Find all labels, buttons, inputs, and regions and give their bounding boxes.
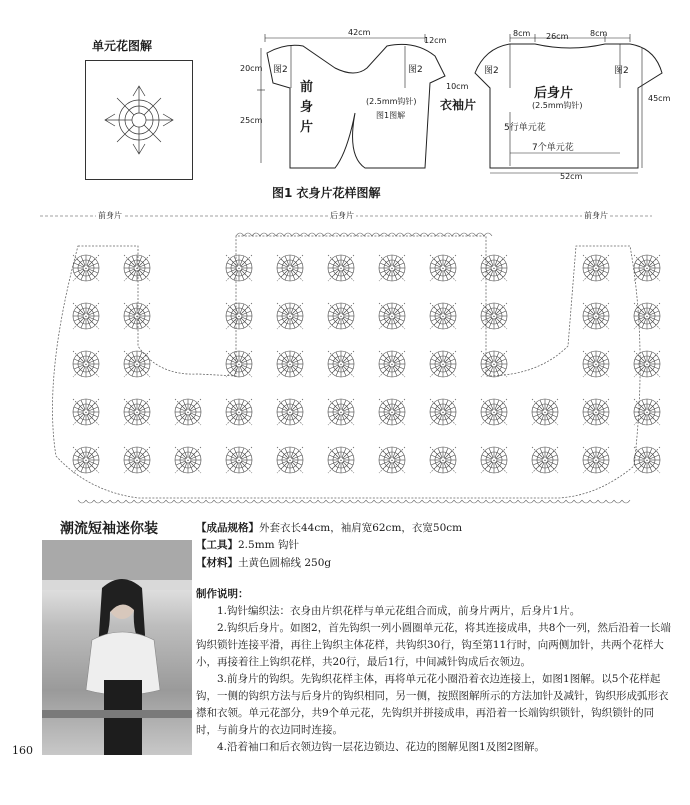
chart-scallop-edge xyxy=(428,233,436,236)
chart-flower-motif xyxy=(379,303,405,329)
chart-flower-motif xyxy=(583,255,609,281)
chart-scallop-edge xyxy=(260,233,268,236)
chart-scallop-edge xyxy=(262,500,270,503)
front-width-label: 42cm xyxy=(348,28,371,37)
chart-flower-motif xyxy=(430,303,456,329)
sleeve-piece-label: 衣袖片 xyxy=(440,98,477,112)
chart-flower-motif xyxy=(328,255,354,281)
chart-flower-motif xyxy=(226,399,252,425)
chart-scallop-edge xyxy=(414,500,422,503)
chart-scallop-edge xyxy=(388,233,396,236)
chart-scallop-edge xyxy=(222,500,230,503)
chart-flower-motif xyxy=(175,399,201,425)
chart-scallop-edge xyxy=(110,500,118,503)
front-cuff-label: 12cm xyxy=(424,36,447,45)
back-bottom-label: 52cm xyxy=(560,172,583,181)
chart-scallop-edge xyxy=(404,233,412,236)
chart-scallop-edge xyxy=(606,500,614,503)
sleeve-width-label: 10cm xyxy=(446,82,469,91)
chart-flower-motif xyxy=(175,447,201,473)
motif-title: 单元花图解 xyxy=(92,39,153,53)
chart-scallop-edge xyxy=(558,500,566,503)
chart-flower-motif xyxy=(124,399,150,425)
chart-scallop-edge xyxy=(166,500,174,503)
chart-scallop-edge xyxy=(412,233,420,236)
chart-scallop-edge xyxy=(300,233,308,236)
front-fig2b-label: 图2 xyxy=(408,65,423,75)
chart-scallop-edge xyxy=(502,500,510,503)
chart-scallop-edge xyxy=(94,500,102,503)
chart-flower-motif xyxy=(277,351,303,377)
chart-scallop-edge xyxy=(118,500,126,503)
chart-scallop-edge xyxy=(406,500,414,503)
chart-scallop-edge xyxy=(278,500,286,503)
front-h25-label: 25cm xyxy=(240,116,263,125)
chart-scallop-edge xyxy=(158,500,166,503)
front-fig1-label: 图1图解 xyxy=(376,111,406,120)
chart-scallop-edge xyxy=(230,500,238,503)
chart-scallop-edge xyxy=(190,500,198,503)
back-w8b-label: 8cm xyxy=(590,29,608,38)
chart-scallop-edge xyxy=(324,233,332,236)
instruction-paragraph-4: 4.沿着袖口和后衣领边钩一层花边锁边、花边的图解见图1及图2图解。 xyxy=(217,741,545,753)
page-number: 160 xyxy=(12,744,33,757)
chart-scallop-edge xyxy=(534,500,542,503)
chart-flower-motif xyxy=(328,399,354,425)
front-h20-label: 20cm xyxy=(240,64,263,73)
chart-scallop-edge xyxy=(542,500,550,503)
chart-scallop-edge xyxy=(268,233,276,236)
chart-scallop-edge xyxy=(310,500,318,503)
chart-flower-motif xyxy=(481,255,507,281)
chart-scallop-edge xyxy=(366,500,374,503)
chart-flower-motif xyxy=(481,399,507,425)
chart-scallop-edge xyxy=(238,500,246,503)
crochet-stitch-chart xyxy=(38,226,656,508)
chart-scallop-edge xyxy=(332,233,340,236)
chart-scallop-edge xyxy=(284,233,292,236)
chart-flower-motif xyxy=(73,351,99,377)
chart-left-label: 前身片 xyxy=(98,211,122,220)
chart-scallop-edge xyxy=(510,500,518,503)
instruction-paragraph-3: 3.前身片的钩织。先钩织花样主体，再将单元花小圈沿着衣边连接上，如图1图解。以5个花样起钩，一侧的钩织方法与后身片的钩织相同，另一侧，按照图解所示的方法加针及减针，钩织形成弧形衣襟和衣领。单元花部分，共9个单元花，先钩织并拼接成串，再沿着一长端钩织锁针，钩织锁针的同时，与前身片的衣边同时连接。 xyxy=(196,673,669,736)
chart-flower-motif xyxy=(634,303,660,329)
chart-scallop-edge xyxy=(78,500,86,503)
chart-scallop-edge xyxy=(380,233,388,236)
chart-flower-motif xyxy=(124,255,150,281)
spec-material-tag: 【材料】 xyxy=(196,557,238,569)
chart-flower-motif xyxy=(277,447,303,473)
chart-scallop-edge xyxy=(438,500,446,503)
chart-scallop-edge xyxy=(86,500,94,503)
chart-scallop-edge xyxy=(444,233,452,236)
chart-flower-motif xyxy=(379,399,405,425)
chart-scallop-edge xyxy=(550,500,558,503)
chart-flower-motif xyxy=(430,447,456,473)
chart-scallop-edge xyxy=(350,500,358,503)
chart-flower-motif xyxy=(277,303,303,329)
chart-flower-motif xyxy=(328,447,354,473)
back-fig2a-label: 图2 xyxy=(484,66,499,76)
chart-scallop-edge xyxy=(462,500,470,503)
front-piece-label: 前身片 xyxy=(300,80,314,135)
chart-scallop-edge xyxy=(326,500,334,503)
chart-scallop-edge xyxy=(252,233,260,236)
chart-flower-motif xyxy=(634,255,660,281)
chart-center-label: 后身片 xyxy=(330,211,354,220)
chart-flower-motif xyxy=(583,447,609,473)
chart-scallop-edge xyxy=(622,500,630,503)
chart-scallop-edge xyxy=(340,233,348,236)
front-fig2a-label: 图2 xyxy=(273,65,288,75)
chart-scallop-edge xyxy=(244,233,252,236)
chart-scallop-edge xyxy=(254,500,262,503)
chart-scallop-edge xyxy=(134,500,142,503)
spec-size-tag: 【成品规格】 xyxy=(196,522,259,534)
chart-scallop-edge xyxy=(574,500,582,503)
chart-flower-motif xyxy=(226,303,252,329)
chart-flower-motif xyxy=(73,447,99,473)
motif-diagram-box xyxy=(85,60,193,180)
chart-scallop-edge xyxy=(316,233,324,236)
spec-tool xyxy=(196,537,299,552)
chart-flower-motif xyxy=(73,255,99,281)
chart-scallop-edge xyxy=(286,500,294,503)
instructions-title: 制作说明： xyxy=(196,588,249,600)
chart-flower-motif xyxy=(328,351,354,377)
spec-material-text: 土黄色圆棉线 250g xyxy=(238,557,332,569)
chart-right-label: 前身片 xyxy=(584,211,608,220)
instruction-paragraph-2: 2.钩织后身片。如图2，首先钩织一列小圆圈单元花，将其连接成串，共8个一列，然后沿着一长端钩织锁针连接平滑，再往上钩织主体花样，共钩织30行，钩至第11行时，向两侧加针，共两个花样大小，再接着往上钩织花样，共20行，最后1行，中间减针钩成后衣领边。 xyxy=(196,622,671,668)
chart-flower-motif xyxy=(73,399,99,425)
chart-flower-motif xyxy=(379,351,405,377)
chart-scallop-edge xyxy=(308,233,316,236)
chart-scallop-edge xyxy=(390,500,398,503)
chart-flower-motif xyxy=(124,447,150,473)
chart-scallop-edge xyxy=(518,500,526,503)
chart-scallop-edge xyxy=(102,500,110,503)
chart-flower-motif xyxy=(124,303,150,329)
chart-scallop-edge xyxy=(614,500,622,503)
chart-flower-motif xyxy=(430,399,456,425)
front-hook-label: (2.5mm钩针) xyxy=(366,97,417,106)
chart-scallop-edge xyxy=(142,500,150,503)
chart-scallop-edge xyxy=(398,500,406,503)
chart-flower-motif xyxy=(328,303,354,329)
chart-scallop-edge xyxy=(430,500,438,503)
chart-scallop-edge xyxy=(422,500,430,503)
chart-scallop-edge xyxy=(276,233,284,236)
chart-scallop-edge xyxy=(270,500,278,503)
spec-material xyxy=(196,555,331,570)
chart-scallop-edge xyxy=(494,500,502,503)
spec-size-text: 外套衣长44cm，袖肩宽62cm，衣宽50cm xyxy=(259,522,463,534)
back-hook-label: (2.5mm钩针) xyxy=(532,101,583,110)
back-fig2b-label: 图2 xyxy=(614,66,629,76)
chart-scallop-edge xyxy=(446,500,454,503)
chart-scallop-edge xyxy=(318,500,326,503)
chart-scallop-edge xyxy=(476,233,484,236)
chart-flower-motif xyxy=(583,399,609,425)
chart-scallop-edge xyxy=(566,500,574,503)
chart-flower-motif xyxy=(634,399,660,425)
back-w8a-label: 8cm xyxy=(513,29,531,38)
chart-scallop-edge xyxy=(182,500,190,503)
chart-scallop-edge xyxy=(364,233,372,236)
chart-scallop-edge xyxy=(334,500,342,503)
chart-scallop-edge xyxy=(174,500,182,503)
chart-scallop-edge xyxy=(590,500,598,503)
chart-flower-motif xyxy=(277,255,303,281)
chart-scallop-edge xyxy=(382,500,390,503)
chart-scallop-edge xyxy=(486,500,494,503)
front-piece-diagram xyxy=(255,28,455,178)
chart-flower-motif xyxy=(532,447,558,473)
chart-scallop-edge xyxy=(246,500,254,503)
motif-flower-icon xyxy=(86,61,192,179)
spec-tool-text: 2.5mm 钩针 xyxy=(238,539,299,551)
chart-flower-motif xyxy=(124,351,150,377)
chart-scallop-edge xyxy=(526,500,534,503)
chart-flower-motif xyxy=(634,447,660,473)
chart-flower-motif xyxy=(73,303,99,329)
model-figure-icon xyxy=(42,540,192,755)
chart-scallop-edge xyxy=(206,500,214,503)
back-h45-label: 45cm xyxy=(648,94,671,103)
chart-scallop-edge xyxy=(452,233,460,236)
chart-flower-motif xyxy=(634,351,660,377)
chart-scallop-edge xyxy=(292,233,300,236)
chart-scallop-edge xyxy=(396,233,404,236)
chart-scallop-edge xyxy=(582,500,590,503)
chart-scallop-edge xyxy=(436,233,444,236)
chart-flower-motif xyxy=(226,255,252,281)
chart-flower-motif xyxy=(583,351,609,377)
chart-scallop-edge xyxy=(348,233,356,236)
chart-scallop-edge xyxy=(358,500,366,503)
back-piece-label: 后身片 xyxy=(534,86,574,101)
chart-scallop-edge xyxy=(470,500,478,503)
chart-scallop-edge xyxy=(236,233,244,236)
back-rows-label: 5行单元花 xyxy=(504,123,546,133)
chart-scallop-edge xyxy=(214,500,222,503)
chart-flower-motif xyxy=(379,255,405,281)
chart-scallop-edge xyxy=(478,500,486,503)
back-w26-label: 26cm xyxy=(546,32,569,41)
chart-flower-motif xyxy=(379,447,405,473)
chart-flower-motif xyxy=(583,303,609,329)
back-count-label: 7个单元花 xyxy=(532,143,574,153)
model-photo xyxy=(42,540,192,755)
chart-flower-motif xyxy=(226,351,252,377)
chart-scallop-edge xyxy=(598,500,606,503)
chart-scallop-edge xyxy=(468,233,476,236)
instruction-paragraph-1: 1.钩针编织法：衣身由片织花样与单元花组合而成，前身片两片，后身片1片。 xyxy=(217,605,581,617)
chart-scallop-edge xyxy=(342,500,350,503)
chart-scallop-edge xyxy=(460,233,468,236)
chart-scallop-edge xyxy=(198,500,206,503)
chart-scallop-edge xyxy=(420,233,428,236)
chart-flower-motif xyxy=(226,447,252,473)
chart-scallop-edge xyxy=(150,500,158,503)
chart-scallop-edge xyxy=(356,233,364,236)
chart-flower-motif xyxy=(430,255,456,281)
chart-scallop-edge xyxy=(372,233,380,236)
chart-scallop-edge xyxy=(484,233,492,236)
chart-scallop-edge xyxy=(294,500,302,503)
chart-flower-motif xyxy=(430,351,456,377)
figure-1-title: 图1 衣身片花样图解 xyxy=(272,186,381,200)
chart-flower-motif xyxy=(277,399,303,425)
spec-tool-tag: 【工具】 xyxy=(196,539,238,551)
article-title: 潮流短袖迷你装 xyxy=(60,521,158,537)
chart-scallop-edge xyxy=(454,500,462,503)
chart-flower-motif xyxy=(481,447,507,473)
chart-flower-motif xyxy=(481,303,507,329)
spec-size xyxy=(196,520,462,535)
chart-flower-motif xyxy=(532,399,558,425)
chart-flower-motif xyxy=(481,351,507,377)
chart-scallop-edge xyxy=(126,500,134,503)
chart-scallop-edge xyxy=(374,500,382,503)
chart-scallop-edge xyxy=(302,500,310,503)
